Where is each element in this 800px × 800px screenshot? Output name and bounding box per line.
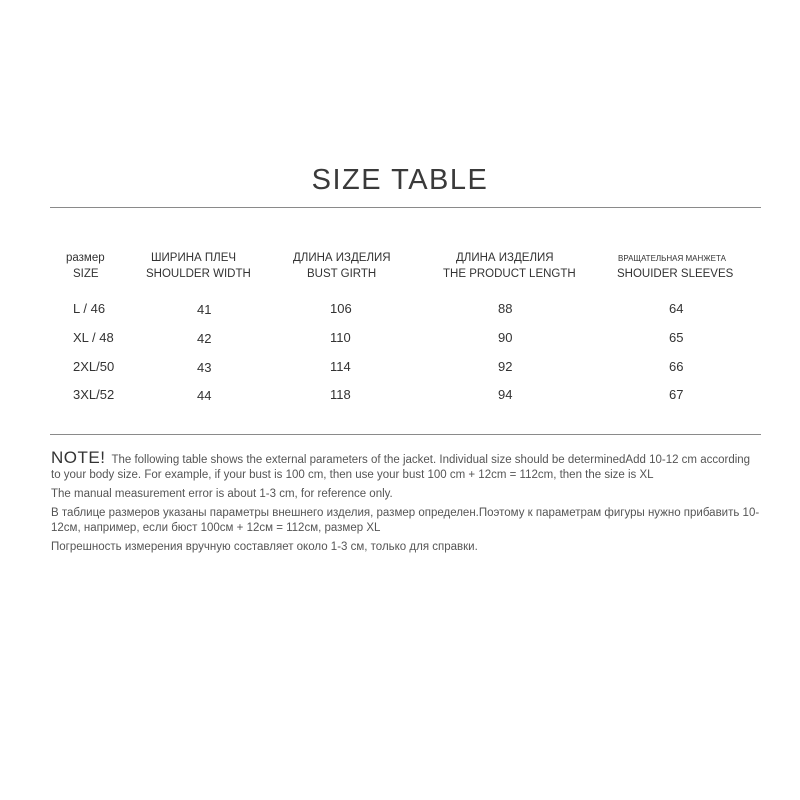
bottom-divider	[50, 434, 761, 435]
column-header-ru: ДЛИНА ИЗДЕЛИЯ	[293, 252, 391, 264]
column-header-ru: ШИРИНА ПЛЕЧ	[151, 252, 237, 264]
column-header-ru: ВРАЩАТЕЛЬНАЯ МАНЖЕТА	[618, 254, 726, 263]
table-cell-size: L / 46	[73, 301, 106, 316]
note-text: The following table shows the external parameters of the jacket. Individual size should be determinedAdd 10-12 cm according to your body size. For example, if your bust is 100 cm, then use your bust 100 cm + 12cm = 112cm, then the size is XL	[51, 454, 751, 481]
column-header-en: BUST GIRTH	[307, 268, 377, 280]
table-cell-size: 3XL/52	[73, 387, 115, 402]
table-cell: 64	[669, 301, 684, 316]
page-title: SIZE TABLE	[311, 164, 489, 196]
note-block	[51, 450, 761, 559]
table-cell: 66	[669, 359, 684, 374]
table-cell: 110	[330, 330, 351, 345]
table-cell: 90	[498, 330, 513, 345]
note-paragraph: The manual measurement error is about 1-3 cm, for reference only.	[51, 488, 393, 500]
table-cell: 106	[330, 301, 352, 316]
table-cell: 88	[498, 301, 513, 316]
table-cell: 67	[669, 387, 684, 402]
table-cell: 42	[197, 331, 212, 346]
column-header-en: SIZE	[73, 268, 99, 280]
table-cell: 114	[330, 359, 351, 374]
column-header-en: THE PRODUCT LENGTH	[443, 268, 576, 280]
column-header-ru: ДЛИНА ИЗДЕЛИЯ	[456, 252, 554, 264]
column-header-en: SHOUIDER SLEEVES	[617, 268, 734, 280]
table-cell: 94	[498, 387, 513, 402]
note-paragraph	[51, 450, 761, 483]
table-cell: 65	[669, 330, 684, 345]
top-divider	[50, 207, 761, 208]
note-label: NOTE!	[51, 448, 106, 467]
table-cell-size: XL / 48	[73, 330, 114, 345]
table-cell: 92	[498, 359, 513, 374]
column-header-en: SHOULDER WIDTH	[146, 268, 251, 280]
note-paragraph: Погрешность измерения вручную составляет около 1-3 см, только для справки.	[51, 541, 478, 553]
note-paragraph: В таблице размеров указаны параметры внешнего изделия, размер определен.Поэтому к параметрам фигуры нужно прибавить 10-12см, например, если бюст 100см + 12см = 112см, размер XL	[51, 507, 760, 534]
table-cell: 44	[197, 388, 212, 403]
column-header-ru: размер	[66, 252, 105, 264]
table-cell: 118	[330, 387, 351, 402]
table-cell: 43	[197, 360, 212, 375]
table-cell: 41	[197, 302, 212, 317]
table-cell-size: 2XL/50	[73, 359, 115, 374]
